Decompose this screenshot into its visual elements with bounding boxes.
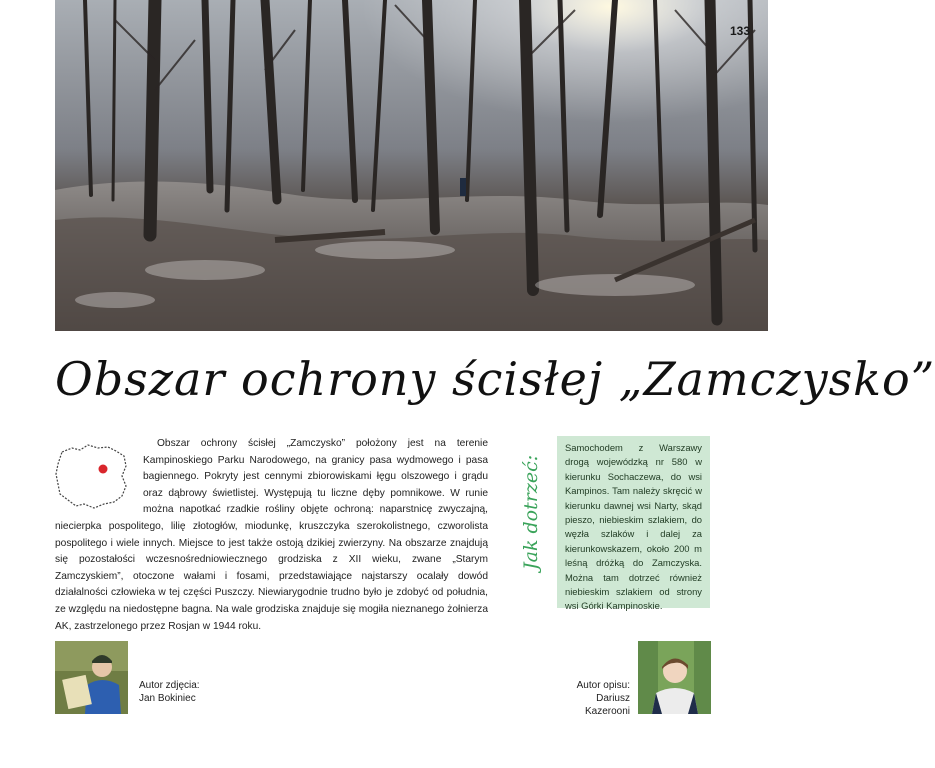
directions-label-text: Jak dotrzeć: — [520, 454, 542, 570]
photo-author-name: Jan Bokiniec — [139, 693, 196, 704]
directions-label — [514, 450, 550, 570]
text-author-caption — [556, 679, 630, 718]
photo-author-label: Autor zdjęcia: — [139, 680, 200, 691]
text-author-avatar — [638, 641, 711, 714]
article-paragraph: Obszar ochrony ścisłej „Zamczysko” położony jest na terenie Kampinoskiego Parku Narodowego, na granicy pasa wydmowego i pasa bagiennego. Pokryty jest cennymi zbiorowiskami łęgu olszowego i grądu oraz dąbrowy świetlistej. Występują tu liczne dęby pomnikowe. W runie można napotkać rzadkie rośliny objęte ochroną: naparstnicę zwyczajną, niecierpka pospolitego, lilię złotogłów, miodunkę, kruszczyka szerokolistnego, czworolista pospolitego i wiele innych. Miejsce to jest także ostoją dzikiej zwierzyny. Na obszarze znajdują się pozostałości wczesnośredniowiecznego grodziska z XII wieku, zwane „Starym Zamczyskiem”, otoczone wałami i fosami, przedstawiające najstarszy ocalały dowód działalności człowieka w tej części Puszczy. Niewiarygodnie trudno było je zdobyć od południa, ze względu na niedostępne bagna. Na wale grodziska znajduje się mogiła nieznanego żołnierza AK, zastrzelonego przez Rosjan w 1944 roku. — [55, 438, 488, 632]
article-body — [55, 436, 488, 635]
forest-photo — [55, 0, 768, 331]
page-number: 133 — [729, 24, 750, 38]
text-author-name: Dariusz Kazerooni — [584, 693, 630, 717]
photo-author-caption — [139, 679, 200, 705]
photo-author-avatar — [55, 641, 128, 714]
directions-box: Samochodem z Warszawy drogą wojewódzką nr 580 w kierunku Sochaczewa, do wsi Kampinos. Tam należy skręcić w kierunku dawnej wsi Narty, skąd pieszo, niebieskim szlakiem, do węzła szlaków i dalej za kierunkowskazem, około 200 m leśną dróżką do Zamczyska. Można tam dotrzeć również niebieskim szlakiem od strony wsi Górki Kampinoskie. — [557, 436, 710, 608]
page-title: Obszar ochrony ścisłej „Zamczysko” — [55, 352, 935, 406]
text-author-label: Autor opisu: — [576, 680, 630, 691]
